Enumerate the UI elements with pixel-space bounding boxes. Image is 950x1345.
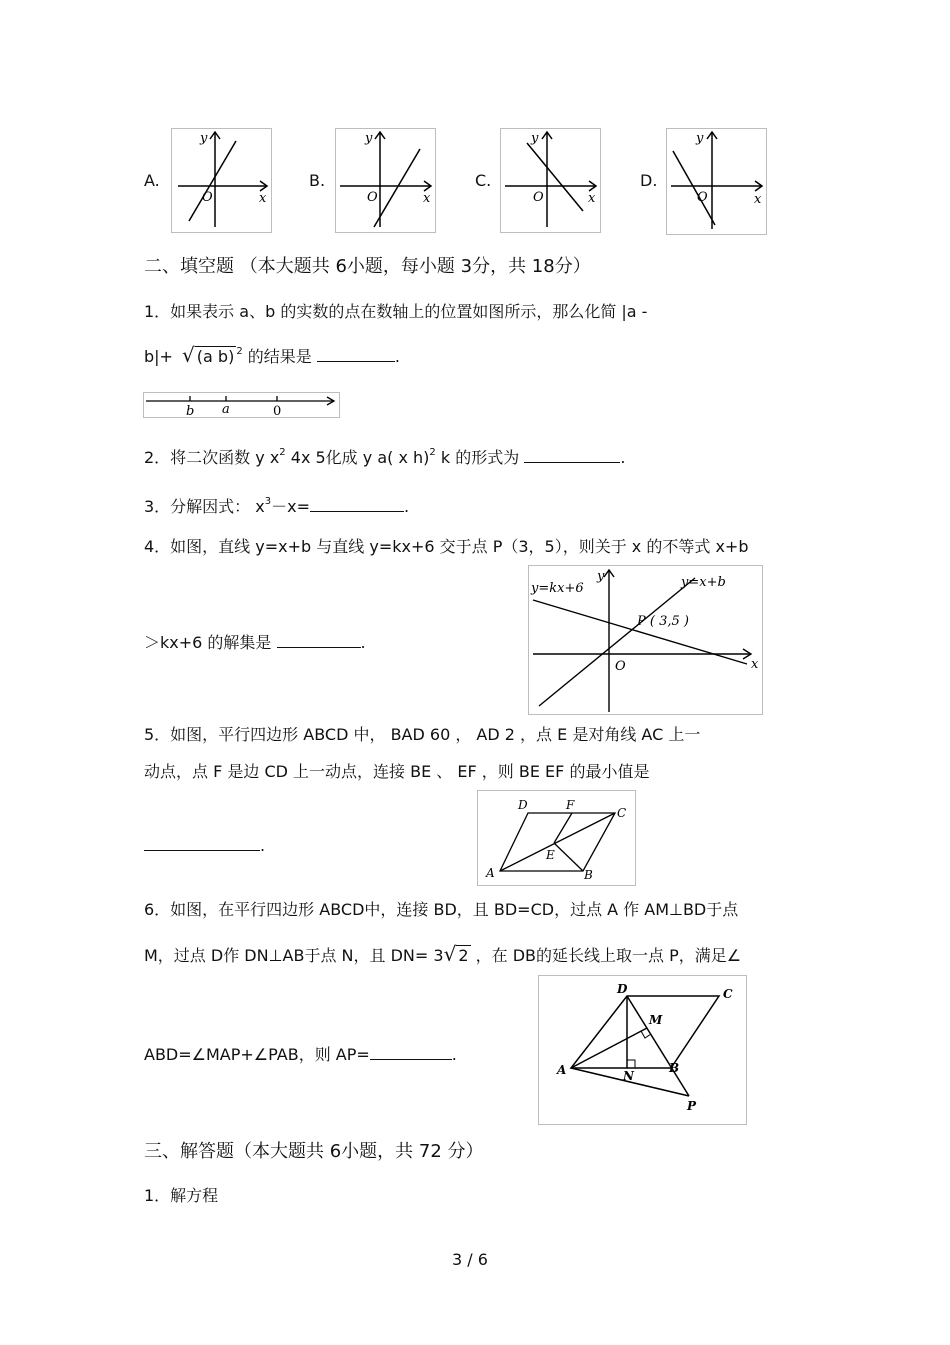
q4-figure [528, 565, 763, 715]
q6-fig-c: C [723, 987, 733, 1001]
q4-fig-p: P ( 3,5 ) [637, 614, 689, 629]
q6-end: . [451, 1045, 457, 1064]
q6-text-c: ABD=∠MAP+∠PAB，则 AP= [144, 1045, 370, 1064]
q1-numberline-zero: 0 [273, 404, 282, 417]
q2-post: k 的形式为 [440, 448, 520, 467]
q6-text-a: M，过点 D作 DN⊥AB于点 N，且 DN= [144, 946, 429, 965]
option-c-graph [500, 128, 601, 233]
q6-text-b: ，在 DB的延长线上取一点 P，满足∠ [475, 946, 742, 965]
q6-fig-d: D [617, 982, 628, 996]
option-d-x-label: x [754, 192, 762, 207]
q5-fig-f: F [566, 798, 575, 812]
option-a-line [189, 141, 236, 221]
q5-fig-d: D [518, 798, 528, 812]
q1-numberline-b: b [186, 404, 195, 417]
option-d-graph [666, 128, 767, 235]
q2-pre: 2．将二次函数 y x [144, 448, 280, 467]
sqrt-icon: √ [443, 942, 457, 966]
q1-line1: 1．如果表示 a、b 的实数的点在数轴上的位置如图所示，那么化简 |a - [144, 302, 648, 321]
q1-number-line [143, 392, 340, 418]
q6-rad: 2 [458, 946, 469, 965]
q4-line1: 4．如图，直线 y=x+b 与直线 y=kx+6 交于点 P（3，5），则关于 x 的不等式 x+b [144, 537, 749, 556]
q2-sup2: 2 [429, 447, 436, 458]
option-d-label: D. [640, 171, 658, 190]
q2-end: . [620, 448, 626, 467]
q5-line2: 动点，点 F 是边 CD 上一动点，连接 BE 、 EF ，则 BE EF 的最小值是 [144, 762, 650, 781]
q3-pre: 3．分解因式： x [144, 497, 265, 516]
q3-post: －x= [271, 497, 311, 516]
option-d-origin-label: O [697, 190, 708, 205]
q6-radical [433, 944, 470, 966]
option-b-label: B. [309, 171, 326, 190]
q5-fig-b: B [584, 868, 593, 882]
option-d-y-label: y [696, 131, 704, 146]
q4-line2 [144, 631, 366, 653]
sqrt-icon: √ [182, 343, 195, 367]
q5-answer-line [144, 834, 265, 856]
q6-fig-a: A [557, 1063, 567, 1077]
option-a-graph [171, 128, 272, 233]
q3-end: . [404, 497, 410, 516]
q6-figure [538, 975, 747, 1125]
option-b-origin-label: O [367, 190, 378, 205]
q1-text-b: 的结果是 [247, 347, 312, 366]
q6-answer-blank[interactable] [370, 1043, 452, 1060]
option-c-origin-label: O [533, 190, 544, 205]
q4-fig-l1: y=kx+6 [531, 581, 584, 596]
q6-line1: 6．如图，在平行四边形 ABCD中，连接 BD，且 BD=CD，过点 A 作 AM⊥BD于点 [144, 900, 739, 919]
q4-answer-blank[interactable] [277, 631, 361, 648]
section-2-title: 二、填空题 （本大题共 6小题，每小题 3分，共 18分） [144, 256, 591, 277]
q6-line3 [144, 1043, 457, 1065]
option-a-origin-label: O [202, 190, 213, 205]
option-a-y-label: y [200, 131, 208, 146]
q1-text-a: b|+ [144, 347, 173, 366]
q1-end: . [394, 347, 400, 366]
q4-fig-l2: y=x+b [681, 575, 726, 590]
q1-numberline-a: a [222, 402, 230, 417]
option-a-label: A. [144, 171, 160, 190]
q5-figure [477, 790, 636, 886]
option-b-graph [335, 128, 436, 233]
q6-fig-n: N [623, 1069, 634, 1083]
q2-line [144, 446, 625, 471]
q5-answer-blank[interactable] [144, 834, 260, 851]
q5-line1: 5．如图，平行四边形 ABCD 中， BAD 60 ， AD 2 ，点 E 是对角线 AC 上一 [144, 725, 701, 744]
q6-fig-m: M [649, 1013, 663, 1027]
q1-sqrt-sup: 2 [236, 346, 243, 357]
page-number: 3 / 6 [452, 1250, 488, 1269]
option-d-line [673, 151, 715, 225]
q2-mid: 4x 5化成 y a( x h) [290, 448, 430, 467]
option-a-x-label: x [259, 191, 267, 206]
option-b-line [374, 149, 420, 227]
q1-answer-blank[interactable] [317, 345, 395, 362]
q1-sqrt [182, 345, 243, 370]
option-b-y-label: y [365, 131, 373, 146]
option-c-label: C. [475, 171, 492, 190]
q6-coef: 3 [433, 946, 444, 965]
q1-sqrt-inner: (a b) [196, 347, 235, 366]
q5-fig-a: A [486, 866, 495, 880]
q4-end: . [360, 633, 366, 652]
q6-fig-p: P [687, 1099, 697, 1113]
section-3-title: 三、解答题（本大题共 6小题，共 72 分） [144, 1141, 484, 1162]
q6-fig-b: B [669, 1061, 680, 1075]
q6-line2 [144, 944, 741, 966]
q5-fig-c: C [617, 806, 627, 820]
q5-fig-e: E [546, 848, 555, 862]
option-c-y-label: y [531, 131, 539, 146]
q3-answer-blank[interactable] [310, 495, 404, 512]
q1-line2 [144, 345, 400, 370]
q5-end: . [260, 836, 266, 855]
q3-line [144, 495, 409, 520]
q3-sup: 3 [264, 496, 272, 507]
q7-text: 1．解方程 [144, 1186, 219, 1205]
option-b-x-label: x [423, 191, 431, 206]
q2-answer-blank[interactable] [524, 446, 620, 463]
q4-fig-x: x [751, 657, 759, 672]
q4-text: ＞kx+6 的解集是 [144, 633, 272, 652]
option-c-x-label: x [588, 191, 596, 206]
q2-sup1: 2 [279, 447, 286, 458]
q4-fig-y: y [597, 569, 605, 584]
q4-fig-o: O [615, 659, 626, 674]
